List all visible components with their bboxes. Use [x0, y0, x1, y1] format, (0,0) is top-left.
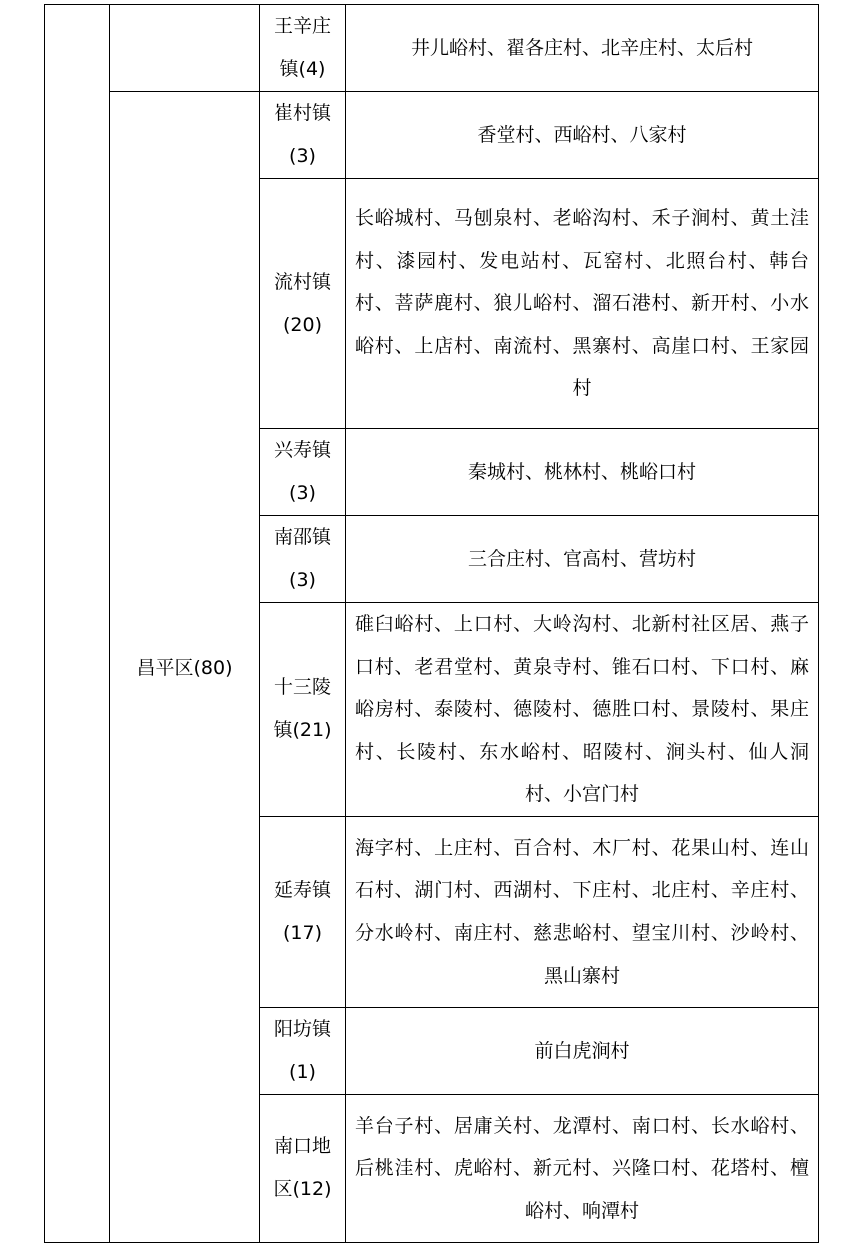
villages-cell	[346, 1007, 819, 1094]
villages-cell	[346, 816, 819, 1007]
villages-text: 前白虎涧村	[534, 1039, 630, 1062]
villages-text: 香堂村、西峪村、八家村	[477, 123, 687, 146]
villages-text: 海字村、上庄村、百合村、木厂村、花果山村、连山石村、湖门村、西湖村、下庄村、北庄村、辛庄村、分水岭村、南庄村、慈悲峪村、望宝川村、沙岭村、黑山寨村	[355, 836, 809, 987]
villages-text: 秦城村、桃林村、桃峪口村	[467, 460, 696, 483]
villages-text: 三合庄村、官高村、营坊村	[467, 547, 696, 570]
town-cell: 王辛庄镇(4)	[260, 5, 346, 92]
table-row	[45, 92, 819, 179]
villages-cell	[346, 92, 819, 179]
town-cell: 流村镇(20)	[260, 179, 346, 429]
villages-text: 碓臼峪村、上口村、大岭沟村、北新村社区居、燕子口村、老君堂村、黄泉寺村、锥石口村、下口村、麻峪房村、泰陵村、德陵村、德胜口村、景陵村、果庄村、长陵村、东水峪村、昭陵村、涧头村、仙人洞村、小宫门村	[355, 613, 809, 806]
town-cell: 兴寿镇(3)	[260, 429, 346, 516]
village-table	[44, 4, 819, 1243]
villages-text: 长峪城村、马刨泉村、老峪沟村、禾子涧村、黄土洼村、漆园村、发电站村、瓦窑村、北照台村、韩台村、菩萨鹿村、狼儿峪村、溜石港村、新开村、小水峪村、上店村、南流村、黑寨村、高崖口村、王家园村	[355, 207, 809, 400]
town-cell: 十三陵镇(21)	[260, 603, 346, 817]
villages-text: 井儿峪村、翟各庄村、北辛庄村、太后村	[410, 36, 753, 59]
villages-text: 羊台子村、居庸关村、龙潭村、南口村、长水峪村、后桃洼村、虎峪村、新元村、兴隆口村、花塔村、檀峪村、响潭村	[355, 1114, 809, 1222]
blank-district-cell	[110, 5, 260, 92]
town-cell: 延寿镇(17)	[260, 816, 346, 1007]
villages-cell	[346, 5, 819, 92]
town-cell: 南邵镇(3)	[260, 516, 346, 603]
town-cell: 南口地区(12)	[260, 1094, 346, 1242]
villages-cell	[346, 603, 819, 817]
table-row	[45, 5, 819, 92]
blank-column-cell	[45, 5, 110, 1243]
villages-cell	[346, 1094, 819, 1242]
villages-cell	[346, 516, 819, 603]
town-cell: 崔村镇(3)	[260, 92, 346, 179]
town-cell: 阳坊镇(1)	[260, 1007, 346, 1094]
district-cell: 昌平区(80)	[110, 92, 260, 1243]
villages-cell	[346, 429, 819, 516]
villages-cell	[346, 179, 819, 429]
